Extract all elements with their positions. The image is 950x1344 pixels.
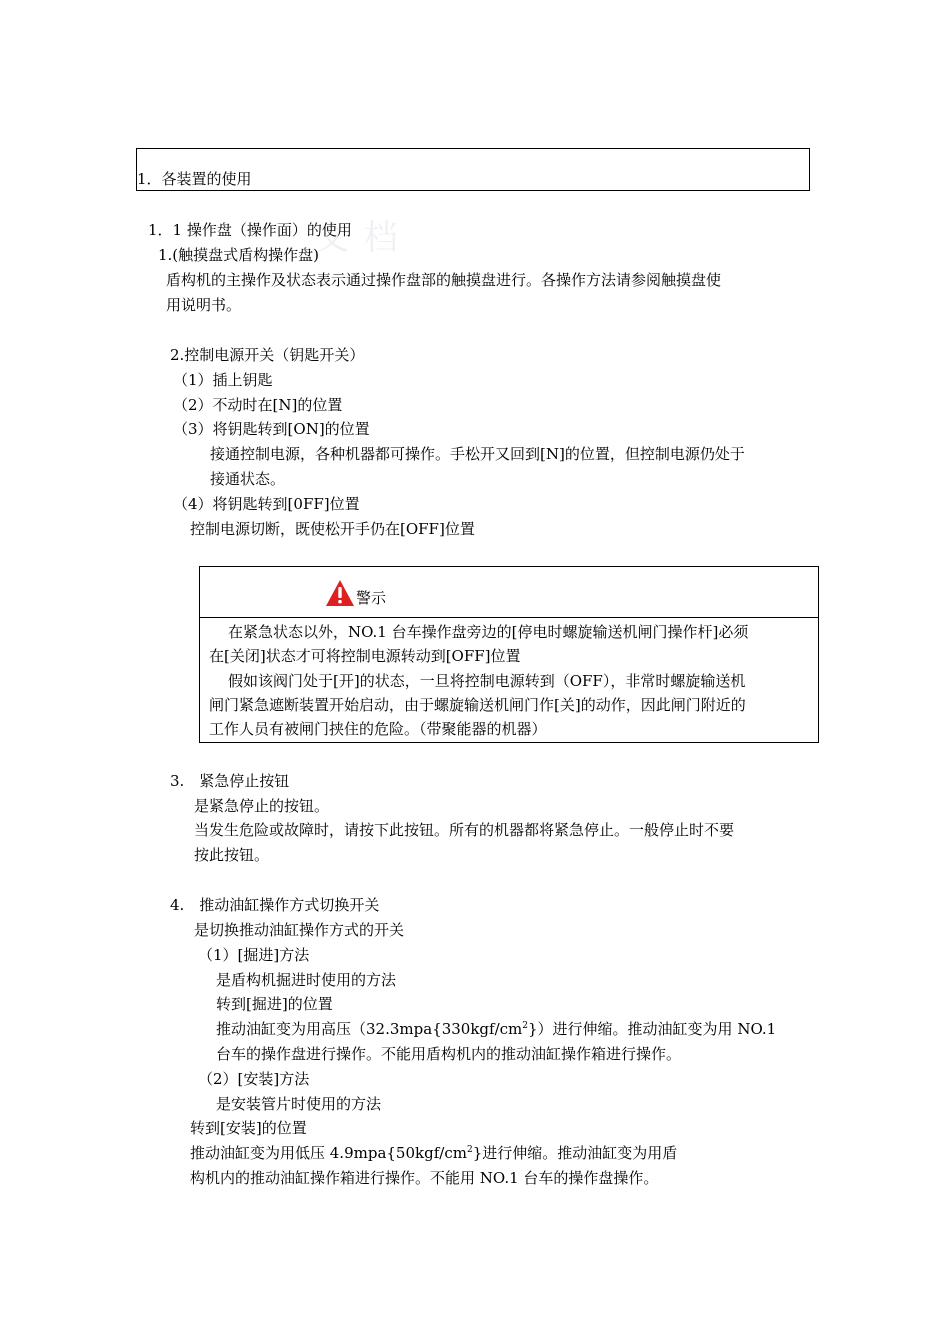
item2-step1: （1）插上钥匙 bbox=[173, 371, 273, 389]
warning-text-line2: 在[关闭]状态才可将控制电源转动到[OFF]位置 bbox=[209, 647, 521, 665]
item1-text-line1: 盾构机的主操作及状态表示通过操作盘部的触摸盘进行。各操作方法请参阅触摸盘使 bbox=[166, 271, 722, 289]
item2-title: 2.控制电源开关（钥匙开关） bbox=[170, 346, 365, 364]
section-title: 1．各装置的使用 bbox=[137, 170, 252, 188]
item2-step4: （4）将钥匙转到[0FF]位置 bbox=[173, 495, 360, 513]
item1-text-line2: 用说明书。 bbox=[166, 296, 242, 314]
item4-method2-line3 bbox=[190, 1143, 677, 1163]
warning-text-line3: 假如该阀门处于[开]的状态，一旦将控制电源转到（OFF），非常时螺旋输送机 bbox=[228, 672, 746, 690]
item3-text-line1: 是紧急停止的按钮。 bbox=[194, 797, 330, 815]
item4-method1-title: （1）[掘进]方法 bbox=[198, 946, 310, 964]
item4-text-line1: 是切换推动油缸操作方式的开关 bbox=[194, 921, 405, 939]
item2-step2: （2）不动时在[N]的位置 bbox=[173, 396, 343, 414]
item2-step4-text: 控制电源切断，既使松开手仍在[OFF]位置 bbox=[190, 520, 475, 538]
warning-text-line1: 在紧急状态以外，NO.1 台车操作盘旁边的[停电时螺旋输送机闸门操作杆]必须 bbox=[228, 623, 749, 641]
item4-title: 4. 推动油缸操作方式切换开关 bbox=[170, 896, 380, 914]
item4-method1-line3-pre: 推动油缸变为用高压（32.3mpa{330kgf/cm bbox=[216, 1020, 523, 1038]
warning-divider bbox=[200, 617, 818, 618]
item1-title: 1.(触摸盘式盾构操作盘) bbox=[158, 246, 320, 264]
item2-step3: （3）将钥匙转到[ON]的位置 bbox=[173, 420, 370, 438]
warning-text-line4: 闸门紧急遮断装置开始启动，由于螺旋输送机闸门作[关]的动作，因此闸门附近的 bbox=[209, 696, 746, 714]
item2-step3-text-line2: 接通状态。 bbox=[210, 470, 286, 488]
warning-box bbox=[199, 566, 819, 743]
watermark: 文 档 bbox=[315, 218, 400, 258]
item4-method2-title: （2）[安装]方法 bbox=[198, 1070, 310, 1088]
item4-method2-line1: 是安装管片时使用的方法 bbox=[216, 1095, 382, 1113]
warning-triangle-icon bbox=[325, 579, 355, 607]
warning-label: 警示 bbox=[356, 589, 387, 607]
item4-method1-line3-sup: 2 bbox=[522, 1021, 528, 1031]
item3-text-line3: 按此按钮。 bbox=[194, 846, 270, 864]
item4-method2-line3-post: }进行伸缩。推动油缸变为用盾 bbox=[472, 1144, 678, 1162]
item4-method2-line2: 转到[安装]的位置 bbox=[190, 1119, 307, 1137]
item3-text-line2: 当发生危险或故障时，请按下此按钮。所有的机器都将紧急停止。一般停止时不要 bbox=[194, 821, 735, 839]
item3-title: 3. 紧急停止按钮 bbox=[170, 772, 290, 790]
item4-method1-line4: 台车的操作盘进行操作。不能用盾构机内的推动油缸操作箱进行操作。 bbox=[216, 1045, 682, 1063]
item2-step3-text-line1: 接通控制电源，各种机器都可操作。手松开又回到[N]的位置，但控制电源仍处于 bbox=[210, 445, 745, 463]
item4-method1-line1: 是盾构机掘进时使用的方法 bbox=[216, 971, 397, 989]
item4-method1-line3-post: }）进行伸缩。推动油缸变为用 NO.1 bbox=[528, 1020, 777, 1038]
item4-method2-line4: 构机内的推动油缸操作箱进行操作。不能用 NO.1 台车的操作盘操作。 bbox=[190, 1169, 659, 1187]
item4-method2-line3-sup: 2 bbox=[466, 1145, 473, 1155]
section-header-box bbox=[136, 148, 810, 191]
item4-method2-line3-pre: 推动油缸变为用低压 4.9mpa{50kgf/cm bbox=[190, 1144, 467, 1162]
subsection-heading: 1．1 操作盘（操作面）的使用 bbox=[148, 221, 352, 239]
item4-method1-line3 bbox=[216, 1019, 776, 1039]
item4-method1-line2: 转到[掘进]的位置 bbox=[216, 995, 333, 1013]
warning-text-line5: 工作人员有被闸门挟住的危险。（带聚能器的机器） bbox=[209, 720, 547, 738]
